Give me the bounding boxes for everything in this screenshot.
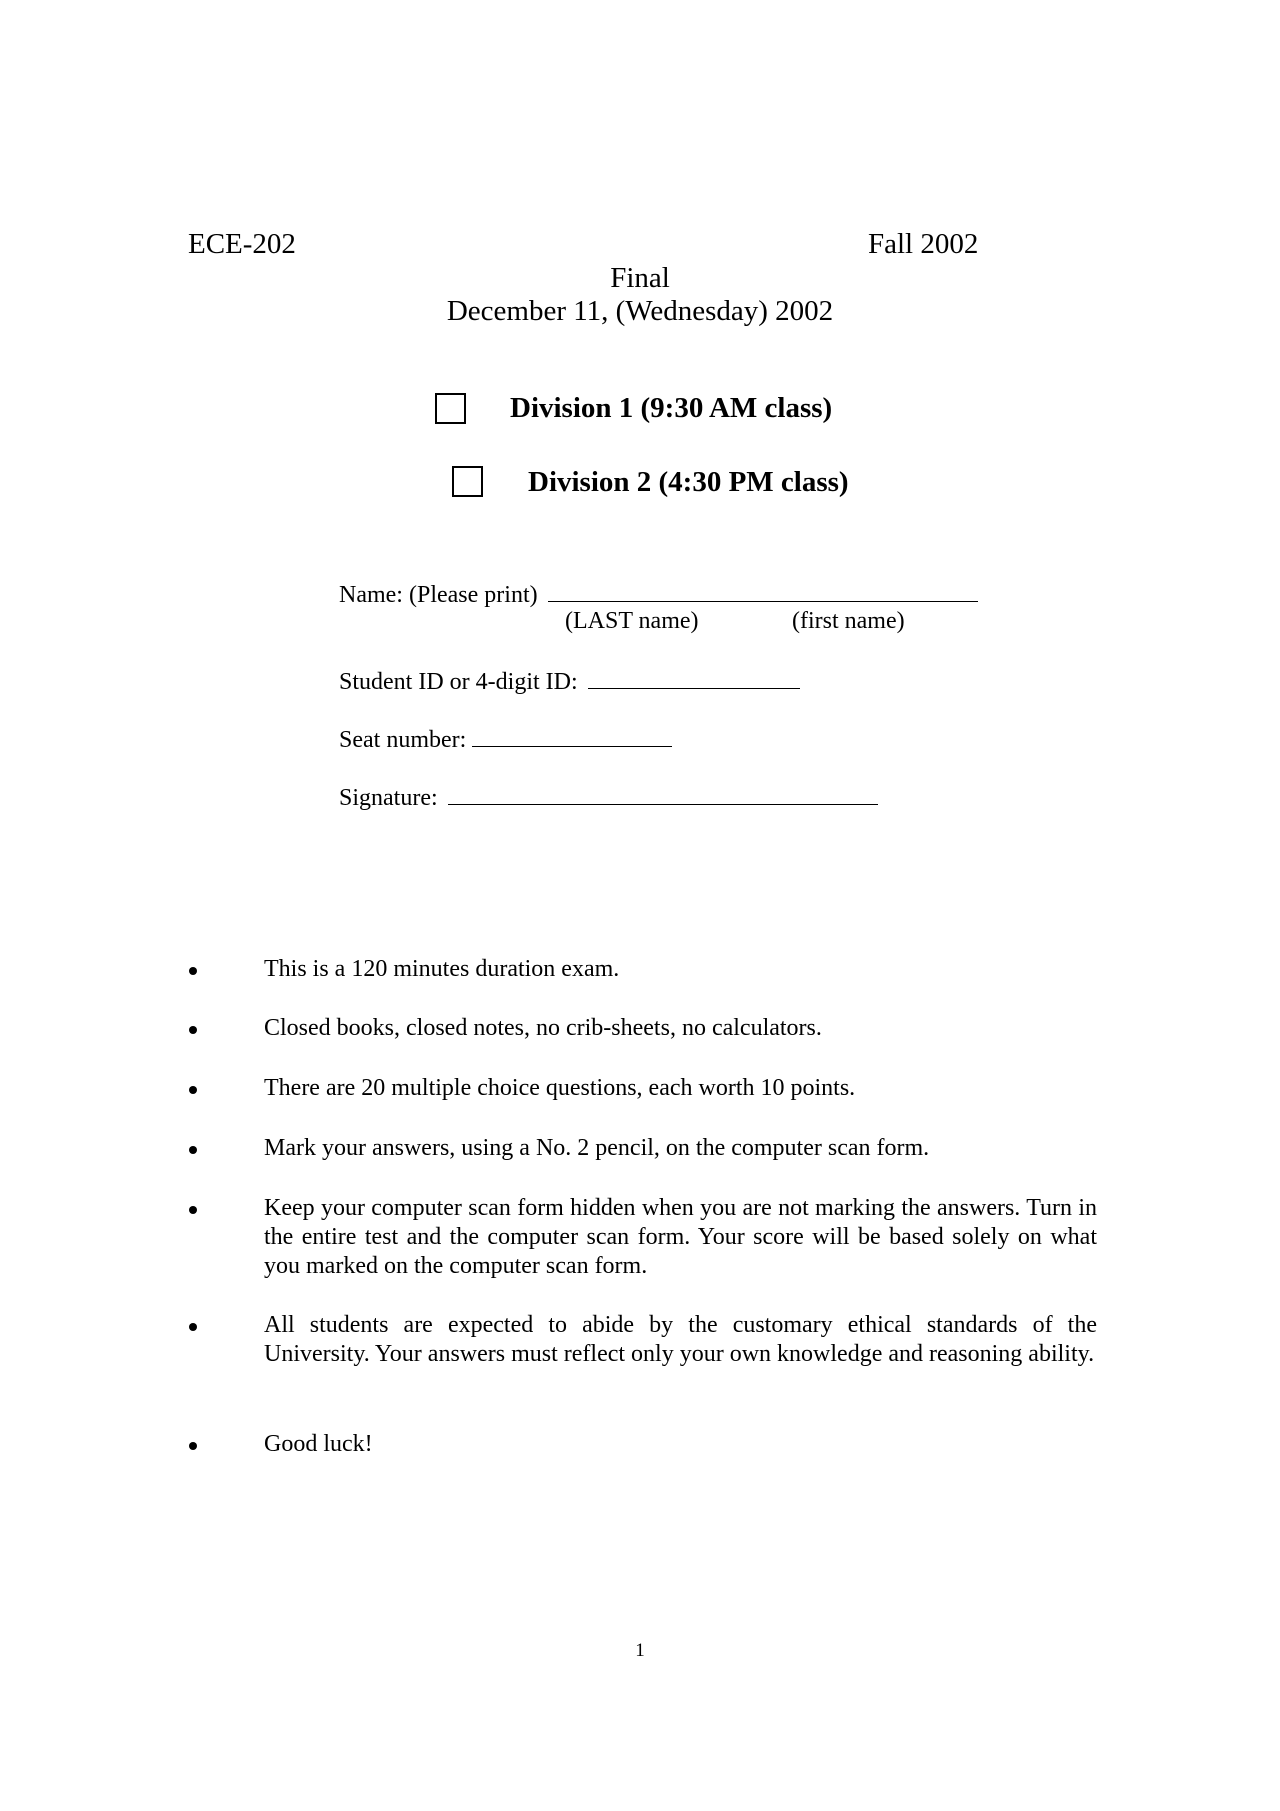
bullet-icon (189, 1442, 197, 1450)
exam-title: Final (610, 262, 670, 294)
bullet-icon (189, 1146, 197, 1154)
instruction-item: All students are expected to abide by the customary ethical standards of the University. Your answers must reflect only your own knowledge and reasoning ability. (264, 1312, 1097, 1367)
signature-label: Signature: (339, 785, 438, 811)
seat-number-label: Seat number: (339, 727, 467, 753)
seat-number-input-line[interactable] (472, 724, 672, 747)
student-id-input-line[interactable] (588, 666, 800, 689)
exam-date: December 11, (Wednesday) 2002 (446, 295, 834, 327)
student-id-row (339, 666, 800, 696)
division-1-label: Division 1 (9:30 AM class) (510, 392, 833, 424)
name-input-line[interactable] (548, 579, 978, 602)
instruction-item: Mark your answers, using a No. 2 pencil, on the computer scan form. (264, 1135, 930, 1161)
last-name-caption: (LAST name) (565, 608, 699, 634)
course-code: ECE-202 (188, 228, 296, 260)
instruction-item: This is a 120 minutes duration exam. (264, 956, 620, 982)
instruction-item: Good luck! (264, 1431, 373, 1457)
term: Fall 2002 (868, 228, 979, 260)
name-field-row (339, 579, 978, 609)
bullet-icon (189, 1323, 197, 1331)
division-2-checkbox[interactable] (452, 466, 483, 497)
name-label: Name: (Please print) (339, 582, 538, 608)
bullet-icon (189, 1086, 197, 1094)
division-2-label: Division 2 (4:30 PM class) (528, 466, 849, 498)
first-name-caption: (first name) (792, 608, 905, 634)
bullet-icon (189, 967, 197, 975)
page-number: 1 (635, 1640, 645, 1661)
seat-number-row (339, 724, 672, 754)
division-1-checkbox[interactable] (435, 393, 466, 424)
instruction-item: Keep your computer scan form hidden when you are not marking the answers. Turn in the entire test and the computer scan form. Your score will be based solely on what you marked on the computer scan form. (264, 1195, 1097, 1279)
student-id-label: Student ID or 4-digit ID: (339, 669, 578, 695)
signature-row (339, 782, 878, 812)
bullet-icon (189, 1206, 197, 1214)
signature-input-line[interactable] (448, 782, 878, 805)
instruction-item: There are 20 multiple choice questions, each worth 10 points. (264, 1075, 856, 1101)
instruction-item: Closed books, closed notes, no crib-sheets, no calculators. (264, 1015, 822, 1041)
bullet-icon (189, 1026, 197, 1034)
